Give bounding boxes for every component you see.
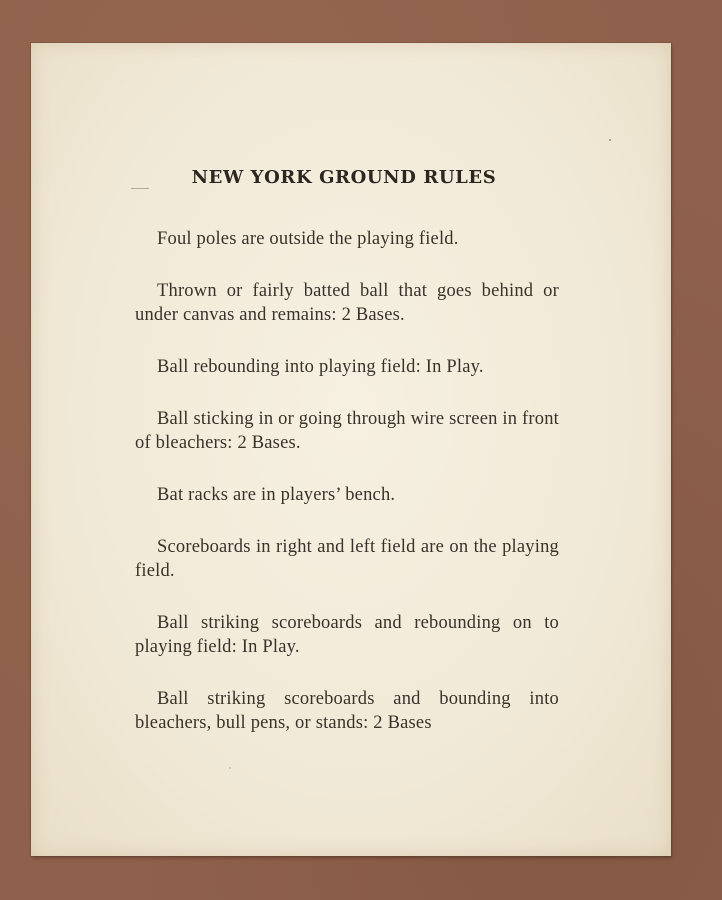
rule-rebounding: Ball rebounding into playing field: In Play. xyxy=(157,357,484,377)
rule-canvas: Thrown or fairly batted ball that goes behind or under canvas and remains: 2 Bases. xyxy=(135,281,559,325)
rule-scoreboards-stands: Ball striking scoreboards and bounding into bleachers, bull pens, or stands: 2 Bases xyxy=(135,689,559,733)
rules-list xyxy=(135,227,559,763)
paper-speck xyxy=(229,767,231,769)
rule-scoreboards-rebound: Ball striking scoreboards and rebounding on to playing field: In Play. xyxy=(135,613,559,657)
rule-wire-screen: Ball sticking in or going through wire screen in front of bleachers: 2 Bases. xyxy=(135,409,559,453)
title-dash-mark xyxy=(131,188,149,189)
paper-speck xyxy=(609,139,611,141)
rule-bat-racks: Bat racks are in players’ bench. xyxy=(157,485,396,505)
ground-rules-card xyxy=(31,43,671,856)
document-title: NEW YORK GROUND RULES xyxy=(191,167,497,188)
rule-foul-poles: Foul poles are outside the playing field. xyxy=(157,229,459,249)
rule-scoreboards-field: Scoreboards in right and left field are on the playing field. xyxy=(135,537,559,581)
